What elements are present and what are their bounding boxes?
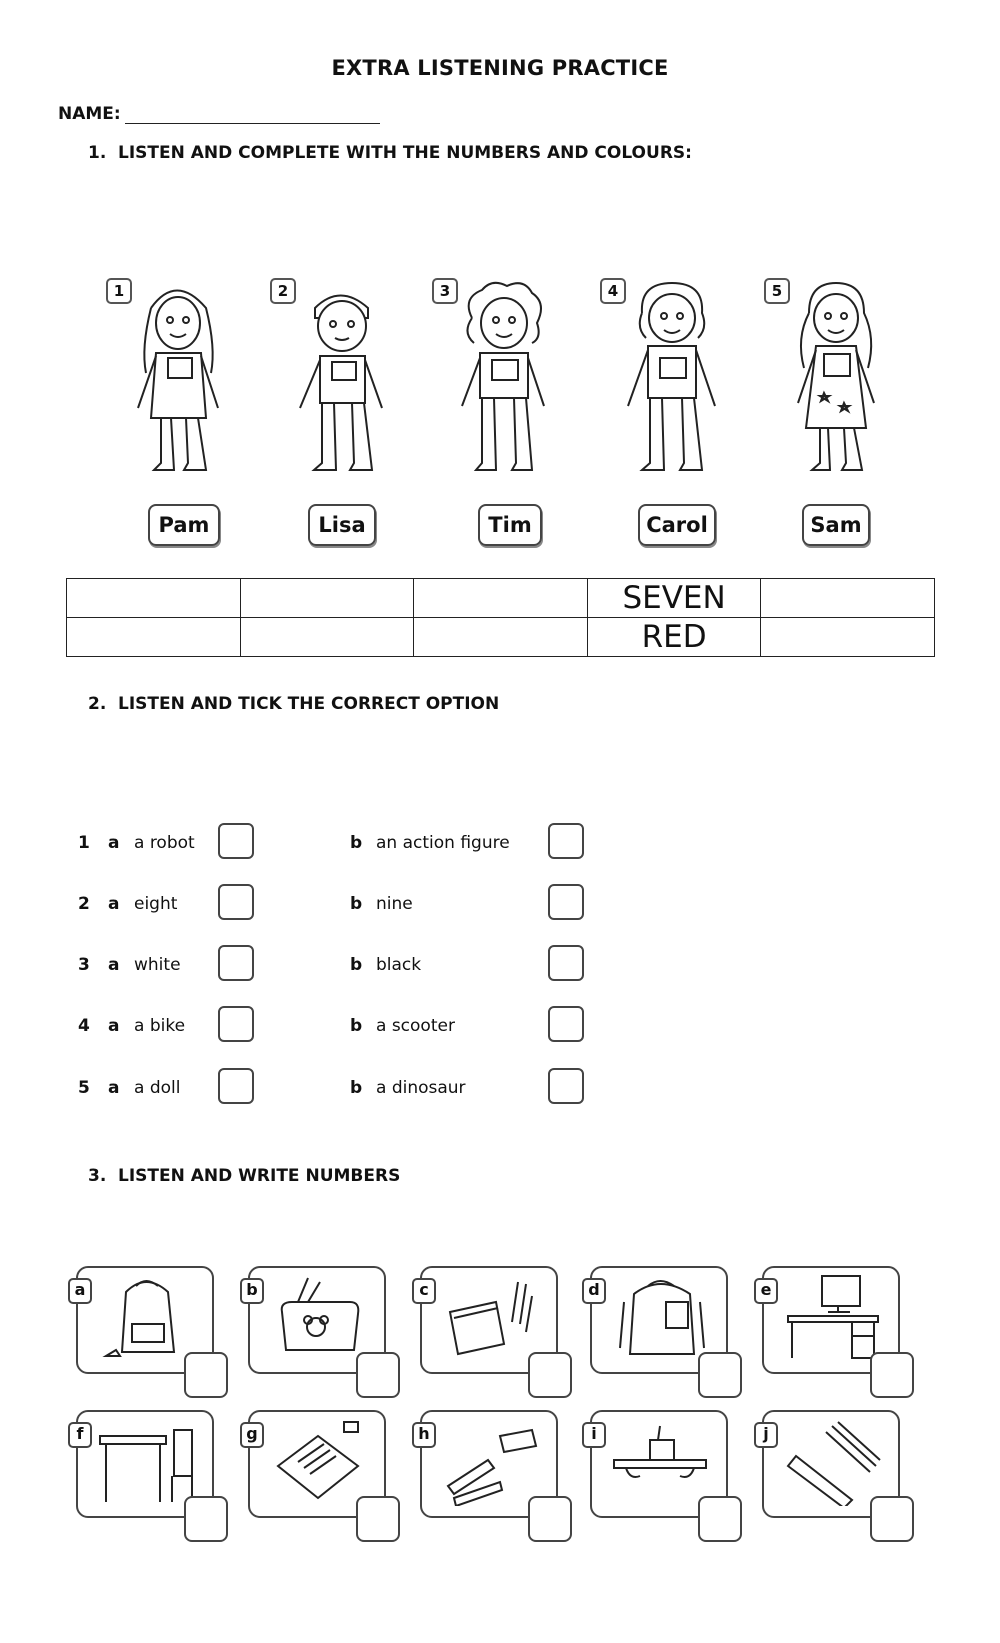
picture-letter: h <box>412 1422 436 1448</box>
section-1-heading <box>88 143 692 163</box>
book-and-pens-icon <box>440 1272 540 1362</box>
option-a-text: a bike <box>134 1016 186 1036</box>
open-pencil-case-icon <box>268 1416 368 1506</box>
section-2-title: LISTEN AND TICK THE CORRECT OPTION <box>118 694 500 714</box>
kid-name-label: Pam <box>148 504 220 546</box>
option-b-text: a scooter <box>376 1016 455 1036</box>
option-b-letter: b <box>350 1078 363 1098</box>
number-answer-box[interactable] <box>528 1352 572 1398</box>
answer-cell[interactable]: RED <box>587 618 761 657</box>
answer-cell[interactable] <box>240 579 414 618</box>
kid-5-illustration <box>764 278 894 483</box>
option-b-letter: b <box>350 833 363 853</box>
table-row <box>67 579 935 618</box>
picture-card-a <box>76 1266 214 1374</box>
option-b-checkbox[interactable] <box>548 823 584 859</box>
answer-cell[interactable] <box>761 618 935 657</box>
kid-number-badge: 2 <box>270 278 296 304</box>
number-answer-box[interactable] <box>870 1352 914 1398</box>
option-a-letter: a <box>108 955 120 975</box>
answer-cell[interactable] <box>414 579 588 618</box>
boy-short-hair-icon <box>270 278 400 483</box>
name-input-line[interactable] <box>125 107 380 124</box>
kid-name-label: Carol <box>638 504 716 546</box>
backpack-icon <box>96 1272 196 1362</box>
option-b-text: an action figure <box>376 833 510 853</box>
kid-3-illustration <box>432 278 562 483</box>
option-a-checkbox[interactable] <box>218 1006 254 1042</box>
option-a-checkbox[interactable] <box>218 823 254 859</box>
picture-letter: f <box>68 1422 92 1448</box>
option-b-letter: b <box>350 955 363 975</box>
option-a-letter: a <box>108 833 120 853</box>
picture-letter: i <box>582 1422 606 1448</box>
option-b-text: a dinosaur <box>376 1078 466 1098</box>
picture-card-i <box>590 1410 728 1518</box>
pencil-case-icon <box>268 1272 368 1362</box>
question-number: 1 <box>78 833 90 853</box>
section-3-title: LISTEN AND WRITE NUMBERS <box>118 1166 401 1186</box>
number-answer-box[interactable] <box>698 1496 742 1542</box>
number-answer-box[interactable] <box>356 1352 400 1398</box>
option-b-letter: b <box>350 894 363 914</box>
child-curly-hair-icon <box>432 278 562 483</box>
picture-card-c <box>420 1266 558 1374</box>
kid-name-label: Sam <box>802 504 870 546</box>
option-a-text: a doll <box>134 1078 181 1098</box>
option-a-text: a robot <box>134 833 195 853</box>
picture-card-g <box>248 1410 386 1518</box>
question-row <box>78 945 598 985</box>
option-b-checkbox[interactable] <box>548 1068 584 1104</box>
picture-letter: g <box>240 1422 264 1448</box>
picture-card-f <box>76 1410 214 1518</box>
crayons-and-eraser-icon <box>440 1416 540 1506</box>
option-a-checkbox[interactable] <box>218 1068 254 1104</box>
girl-long-hair-icon <box>106 278 236 483</box>
number-answer-box[interactable] <box>698 1352 742 1398</box>
number-answer-box[interactable] <box>184 1352 228 1398</box>
girl-star-dress-icon <box>764 278 894 483</box>
answer-cell[interactable] <box>67 579 241 618</box>
answer-cell[interactable] <box>240 618 414 657</box>
picture-letter: b <box>240 1278 264 1304</box>
picture-letter: c <box>412 1278 436 1304</box>
option-a-checkbox[interactable] <box>218 945 254 981</box>
picture-letter: e <box>754 1278 778 1304</box>
number-answer-box[interactable] <box>184 1496 228 1542</box>
kid-number-badge: 1 <box>106 278 132 304</box>
kid-4-illustration <box>600 278 730 483</box>
question-number: 4 <box>78 1016 90 1036</box>
option-a-letter: a <box>108 1078 120 1098</box>
picture-card-d <box>590 1266 728 1374</box>
answer-cell[interactable] <box>67 618 241 657</box>
school-bag-icon <box>610 1272 710 1362</box>
option-a-text: white <box>134 955 181 975</box>
picture-card-h <box>420 1410 558 1518</box>
option-b-checkbox[interactable] <box>548 884 584 920</box>
section-3-heading <box>88 1166 400 1186</box>
name-field <box>58 104 380 124</box>
option-b-checkbox[interactable] <box>548 1006 584 1042</box>
answer-cell[interactable]: SEVEN <box>587 579 761 618</box>
kid-2-illustration <box>270 278 400 483</box>
option-b-letter: b <box>350 1016 363 1036</box>
section-1-title: LISTEN AND COMPLETE WITH THE NUMBERS AND COLOURS: <box>118 143 692 163</box>
shelf-icon <box>610 1416 710 1506</box>
kid-name-label: Lisa <box>308 504 376 546</box>
option-a-letter: a <box>108 1016 120 1036</box>
picture-letter: d <box>582 1278 606 1304</box>
option-b-checkbox[interactable] <box>548 945 584 981</box>
picture-card-j <box>762 1410 900 1518</box>
section-2-number: 2. <box>88 694 107 714</box>
option-b-text: black <box>376 955 422 975</box>
question-row <box>78 823 598 863</box>
question-number: 5 <box>78 1078 90 1098</box>
option-a-checkbox[interactable] <box>218 884 254 920</box>
kid-number-badge: 5 <box>764 278 790 304</box>
section-3-number: 3. <box>88 1166 107 1186</box>
option-a-text: eight <box>134 894 178 914</box>
answer-cell[interactable] <box>414 618 588 657</box>
table-row <box>67 618 935 657</box>
option-a-letter: a <box>108 894 120 914</box>
question-row <box>78 884 598 924</box>
answer-cell[interactable] <box>761 579 935 618</box>
picture-card-b <box>248 1266 386 1374</box>
kid-number-badge: 3 <box>432 278 458 304</box>
question-row <box>78 1068 598 1108</box>
number-answer-box[interactable] <box>356 1496 400 1542</box>
ruler-and-pencils-icon <box>782 1416 882 1506</box>
computer-desk-icon <box>782 1272 882 1362</box>
question-row <box>78 1006 598 1046</box>
question-number: 2 <box>78 894 90 914</box>
kid-1-illustration <box>106 278 236 483</box>
name-label: NAME: <box>58 104 121 124</box>
number-answer-box[interactable] <box>528 1496 572 1542</box>
answer-table <box>66 578 935 657</box>
kid-name-label: Tim <box>478 504 542 546</box>
child-overalls-icon <box>600 278 730 483</box>
page-title: EXTRA LISTENING PRACTICE <box>331 56 669 80</box>
section-2-heading <box>88 694 499 714</box>
kid-number-badge: 4 <box>600 278 626 304</box>
number-answer-box[interactable] <box>870 1496 914 1542</box>
picture-card-e <box>762 1266 900 1374</box>
picture-letter: j <box>754 1422 778 1448</box>
section-1-number: 1. <box>88 143 107 163</box>
question-number: 3 <box>78 955 90 975</box>
table-and-chair-icon <box>96 1416 196 1506</box>
option-b-text: nine <box>376 894 413 914</box>
picture-letter: a <box>68 1278 92 1304</box>
